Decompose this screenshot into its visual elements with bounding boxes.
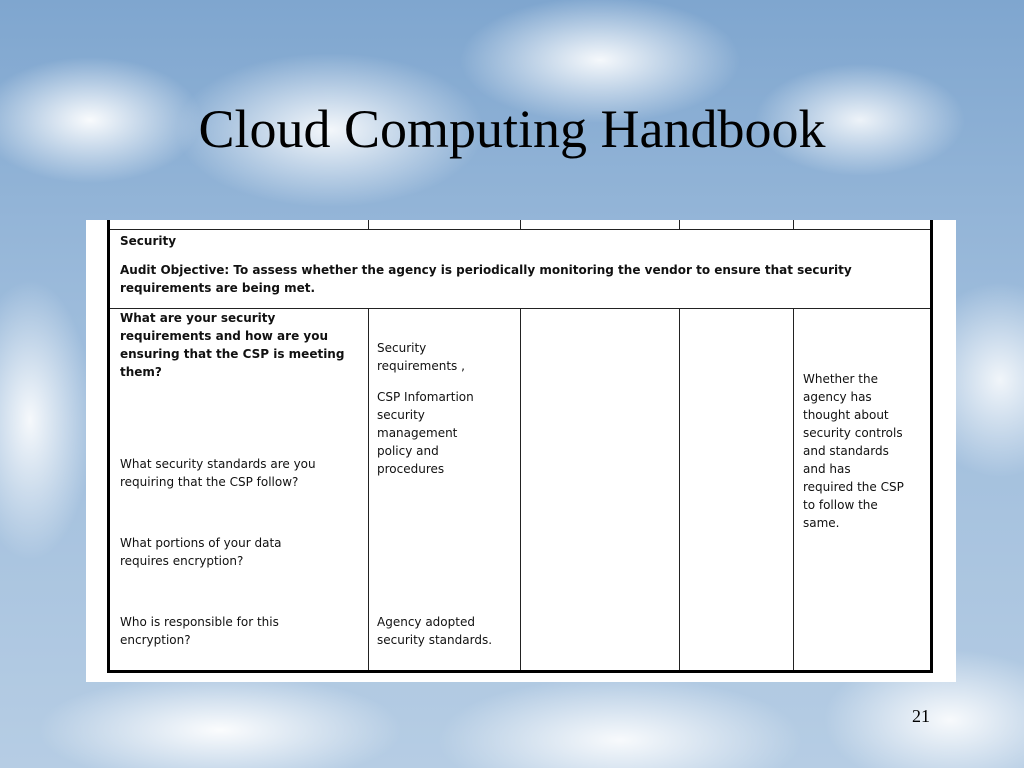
question-data-encryption: What portions of your data requires encryption? [120, 536, 282, 568]
table-row-questions [109, 309, 932, 672]
slide-title: Cloud Computing Handbook [198, 99, 826, 159]
audit-table-image [86, 220, 956, 682]
audit-table [107, 220, 933, 673]
doc-agency-standards: Agency adopted security standards. [377, 615, 493, 647]
criteria-cell [794, 309, 932, 672]
documents-cell [369, 309, 521, 672]
table-row-stub [109, 220, 932, 230]
audit-objective-line-2: requirements are being met. [120, 281, 316, 295]
section-heading: Security [120, 234, 177, 248]
doc-csp-isms-policy: CSP Infomartion security management policy and procedures [377, 390, 474, 476]
question-security-standards: What security standards are you requiring that the CSP follow? [120, 457, 316, 489]
empty-cell-4 [680, 309, 794, 672]
doc-security-requirements: Security requirements , [377, 341, 465, 373]
empty-cell-3 [521, 309, 680, 672]
questions-cell [109, 309, 369, 672]
section-header-cell [109, 230, 932, 309]
table-row-section [109, 230, 932, 309]
criteria-text: Whether the agency has thought about security controls and standards and has required the CSP to follow the same. [803, 372, 904, 530]
question-encryption-responsibility: Who is responsible for this encryption? [120, 615, 279, 647]
question-csp-meeting-requirements: What are your security requirements and how are you ensuring that the CSP is meeting them? [120, 311, 345, 379]
audit-objective-line-1: Audit Objective: To assess whether the agency is periodically monitoring the vendor to ensure that security [120, 263, 852, 277]
page-number: 21 [912, 706, 930, 726]
